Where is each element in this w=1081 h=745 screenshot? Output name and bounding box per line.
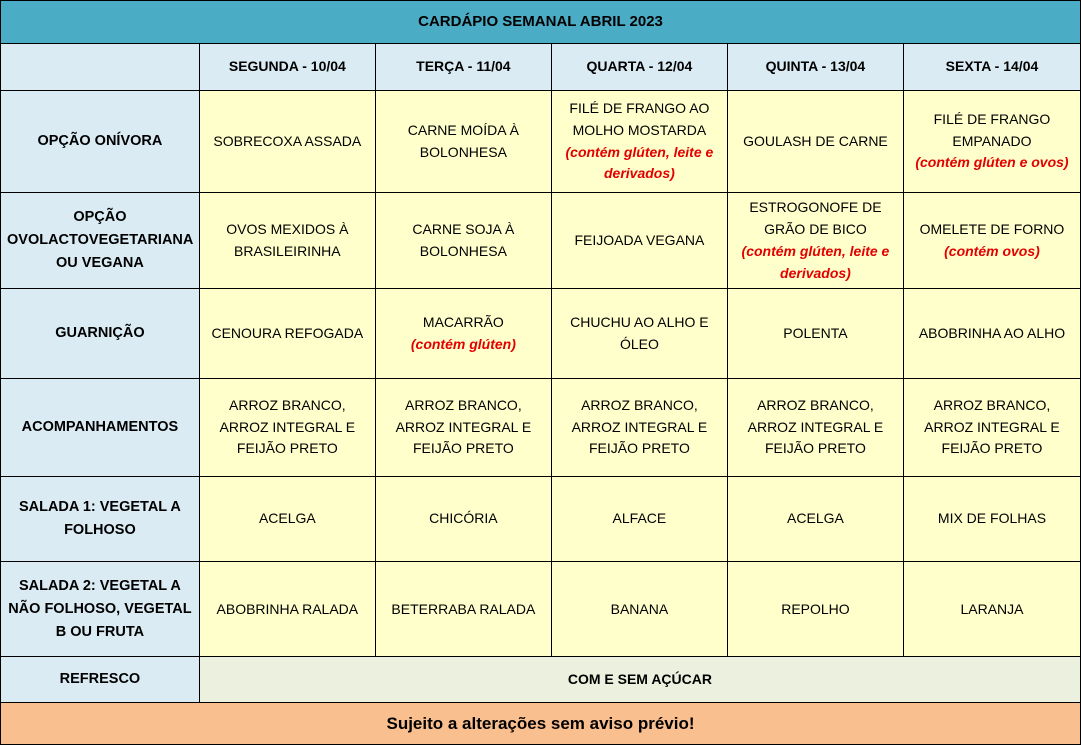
day-header-segunda: SEGUNDA - 10/04	[200, 44, 376, 91]
row-label-acompanhamentos: ACOMPANHAMENTOS	[1, 379, 200, 477]
menu-item-text: MACARRÃO	[422, 313, 504, 330]
menu-cell	[200, 289, 376, 379]
menu-cell	[552, 91, 728, 194]
menu-item-text: ARROZ BRANCO, ARROZ INTEGRAL E FEIJÃO PRETO	[395, 396, 532, 457]
menu-item-text: ABOBRINHA AO ALHO	[918, 324, 1066, 341]
day-header-terca: TERÇA - 11/04	[376, 44, 552, 91]
menu-cell	[376, 379, 552, 477]
menu-item-text: ARROZ BRANCO, ARROZ INTEGRAL E FEIJÃO PRETO	[219, 396, 356, 457]
menu-item-text: CHICÓRIA	[429, 510, 498, 527]
row-label-salada-2: SALADA 2: VEGETAL A NÃO FOLHOSO, VEGETAL B OU FRUTA	[1, 562, 200, 657]
menu-cell	[376, 193, 552, 289]
menu-cell	[728, 193, 904, 289]
menu-cell	[552, 477, 728, 563]
menu-item-text: ABOBRINHA RALADA	[216, 600, 359, 617]
menu-cell	[376, 477, 552, 563]
row-label-refresco: REFRESCO	[1, 657, 200, 703]
allergen-note: (contém glúten, leite e derivados)	[565, 143, 714, 182]
menu-cell	[552, 379, 728, 477]
menu-cell	[552, 193, 728, 289]
day-header-quinta: QUINTA - 13/04	[728, 44, 904, 91]
menu-item-text: OVOS MEXIDOS À BRASILEIRINHA	[226, 221, 349, 259]
day-header-sexta: SEXTA - 14/04	[904, 44, 1080, 91]
menu-cell	[728, 289, 904, 379]
menu-item-text: LARANJA	[960, 600, 1024, 617]
menu-item-text: ACELGA	[258, 510, 316, 527]
menu-item-text: CARNE SOJA À BOLONHESA	[412, 221, 515, 259]
menu-cell	[552, 562, 728, 657]
page-title: CARDÁPIO SEMANAL ABRIL 2023	[1, 1, 1080, 44]
menu-cell	[376, 289, 552, 379]
menu-cell	[904, 193, 1080, 289]
menu-item-text: FEIJOADA VEGANA	[574, 232, 705, 248]
allergen-note: (contém glúten e ovos)	[915, 154, 1069, 171]
menu-item-text: CHUCHU AO ALHO E ÓLEO	[570, 313, 709, 352]
menu-item-text: ESTROGONOFE DE GRÃO DE BICO	[749, 199, 882, 238]
menu-item-text: ARROZ BRANCO, ARROZ INTEGRAL E FEIJÃO PRETO	[747, 396, 884, 457]
menu-item-text: POLENTA	[783, 324, 848, 341]
menu-item-text: ALFACE	[612, 510, 667, 527]
menu-cell	[904, 562, 1080, 657]
menu-cell	[904, 289, 1080, 379]
allergen-note: (contém glúten, leite e derivados)	[741, 242, 890, 281]
menu-cell	[728, 379, 904, 477]
row-label-opcao-ovolactovegetariana: OPÇÃO OVOLACTOVEGETARIANA OU VEGANA	[1, 193, 200, 289]
row-label-salada-1: SALADA 1: VEGETAL A FOLHOSO	[1, 477, 200, 563]
menu-item-text: CARNE MOÍDA À BOLONHESA	[407, 121, 519, 160]
menu-cell	[728, 562, 904, 657]
menu-cell	[376, 562, 552, 657]
row-label-guarnicao: GUARNIÇÃO	[1, 289, 200, 379]
menu-item-text: ACELGA	[787, 510, 844, 527]
menu-cell	[376, 91, 552, 194]
menu-item-text: ARROZ BRANCO, ARROZ INTEGRAL E FEIJÃO PRETO	[571, 396, 708, 457]
menu-item-text: OMELETE DE FORNO	[919, 221, 1065, 238]
day-header-quarta: QUARTA - 12/04	[552, 44, 728, 91]
menu-cell	[200, 562, 376, 657]
menu-item-text: GOULASH DE CARNE	[743, 132, 888, 149]
allergen-note: (contém ovos)	[944, 242, 1040, 259]
menu-item-text: BANANA	[610, 600, 669, 617]
menu-cell	[904, 477, 1080, 563]
refresco-value-cell: COM E SEM AÇÚCAR	[200, 657, 1080, 703]
menu-item-text: FILÉ DE FRANGO AO MOLHO MOSTARDA	[569, 100, 710, 138]
menu-cell	[904, 379, 1080, 477]
menu-cell	[904, 91, 1080, 194]
menu-cell	[200, 91, 376, 194]
row-label-opcao-onivora: OPÇÃO ONÍVORA	[1, 91, 200, 194]
menu-item-text: SOBRECOXA ASSADA	[213, 132, 362, 149]
menu-cell	[200, 193, 376, 289]
menu-item-text: REPOLHO	[781, 600, 850, 617]
menu-cell	[200, 477, 376, 563]
menu-item-text: CENOURA REFOGADA	[211, 324, 364, 341]
disclaimer-footer: Sujeito a alterações sem aviso prévio!	[1, 703, 1080, 744]
menu-cell	[728, 91, 904, 194]
corner-empty-cell	[1, 44, 200, 91]
menu-item-text: ARROZ BRANCO, ARROZ INTEGRAL E FEIJÃO PRETO	[924, 396, 1060, 457]
menu-cell	[728, 477, 904, 563]
menu-item-text: BETERRABA RALADA	[391, 600, 536, 617]
menu-cell	[200, 379, 376, 477]
menu-item-text: MIX DE FOLHAS	[937, 510, 1047, 527]
menu-cell	[552, 289, 728, 379]
menu-item-text: FILÉ DE FRANGO EMPANADO	[933, 111, 1051, 149]
allergen-note: (contém glúten)	[410, 335, 516, 352]
